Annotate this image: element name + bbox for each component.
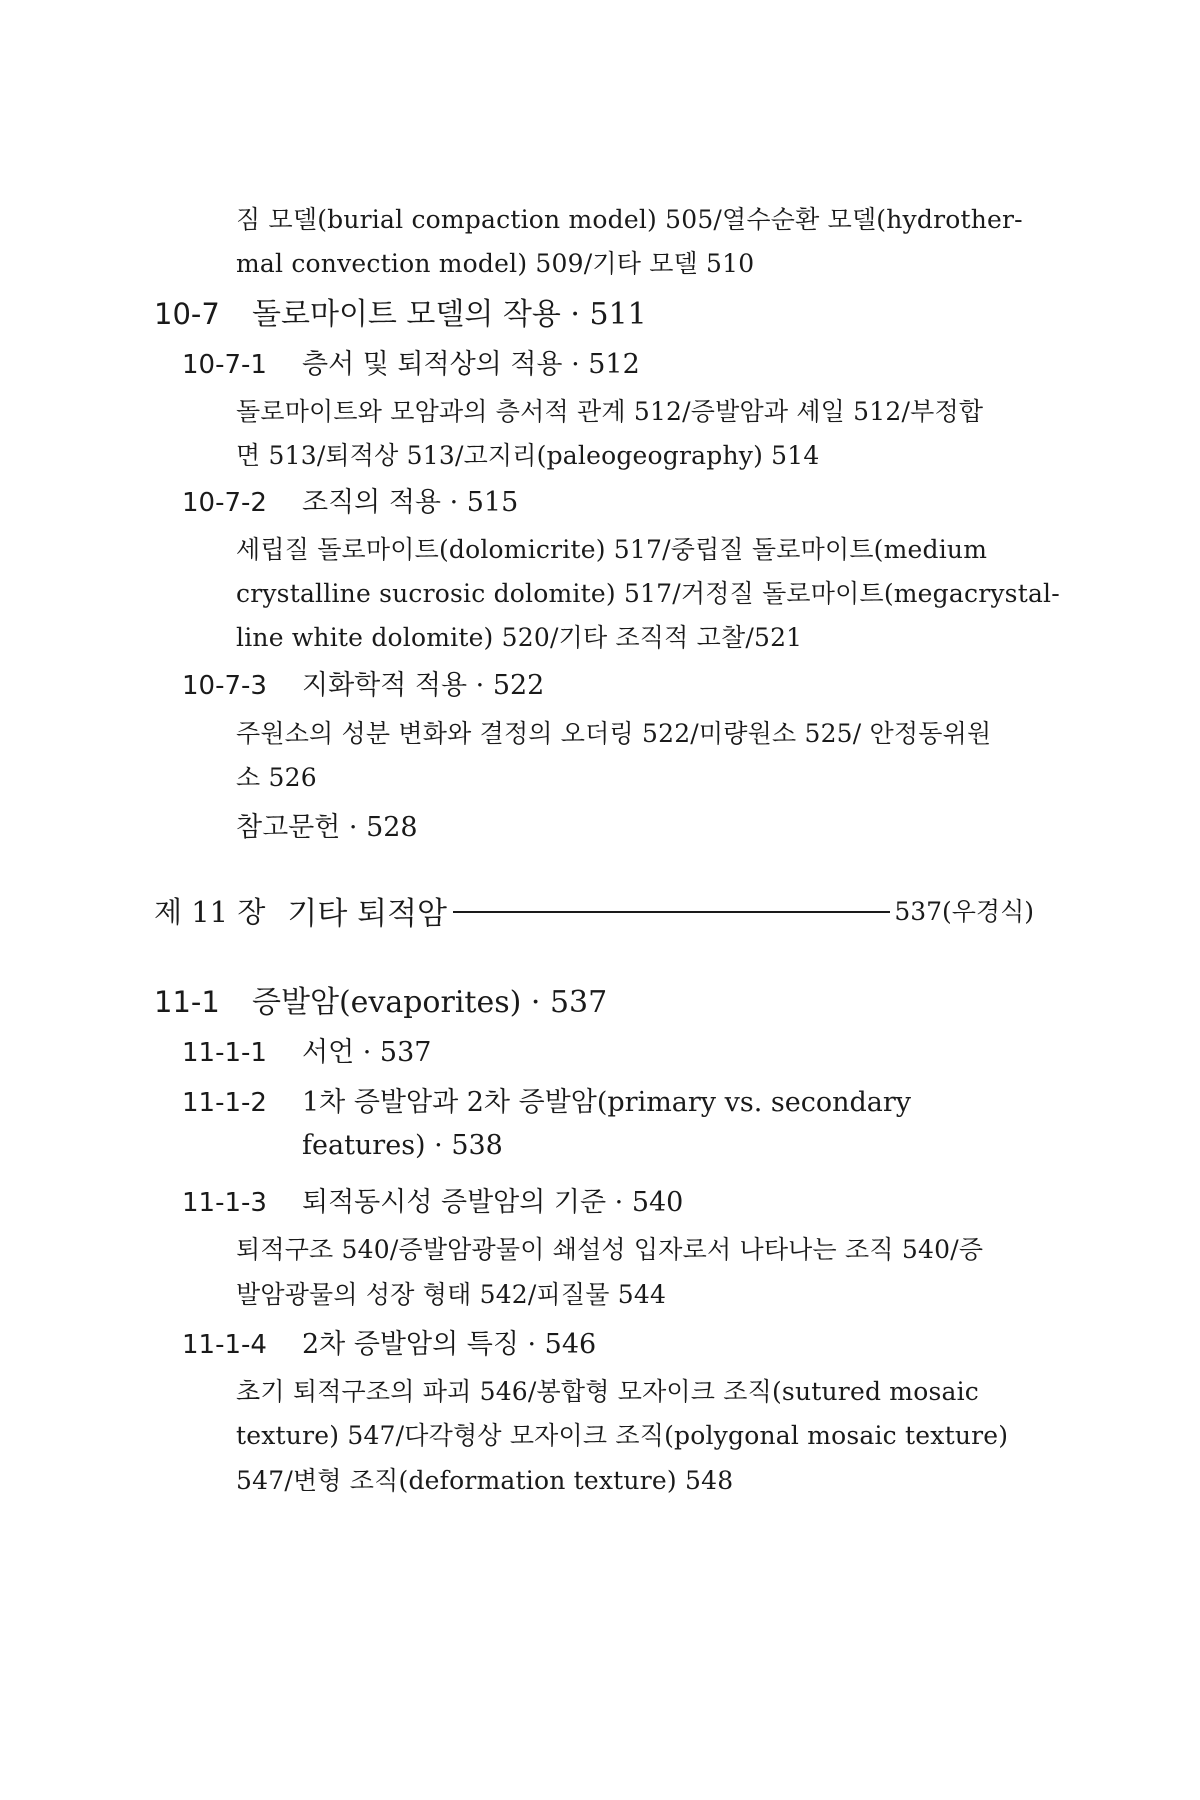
- toc-subsection-11-1-4[interactable]: [182, 1322, 596, 1361]
- subsection-title: 층서 및 퇴적상의 적용 · 512: [302, 349, 640, 380]
- subsection-number: 11-1-1: [182, 1038, 267, 1068]
- chapter-title: 기타 퇴적암: [287, 895, 447, 932]
- subsection-title: 2차 증발암의 특징 · 546: [302, 1329, 597, 1360]
- subsection-number: 10-7-2: [182, 488, 267, 518]
- toc-references[interactable]: 참고문헌 · 528: [236, 812, 418, 843]
- toc-subsection-11-1-1[interactable]: [182, 1030, 431, 1069]
- subsection-number: 11-1-3: [182, 1188, 267, 1218]
- toc-subsection-10-7-1[interactable]: [182, 342, 640, 381]
- toc-text-line: 돌로마이트와 모암과의 층서적 관계 512/증발암과 셰일 512/부정합: [236, 397, 984, 426]
- subsection-number: 11-1-4: [182, 1330, 267, 1360]
- subsection-title-continued: features) · 538: [302, 1130, 503, 1161]
- section-title: 돌로마이트 모델의 작용 · 511: [252, 297, 647, 332]
- subsection-number: 10-7-3: [182, 671, 267, 701]
- toc-subsection-11-1-2-cont: [182, 1130, 503, 1161]
- toc-text-line: line white dolomite) 520/기타 조직적 고찰/521: [236, 623, 803, 652]
- toc-text-line: 547/변형 조직(deformation texture) 548: [236, 1466, 734, 1495]
- chapter-label: 제 11 장: [154, 894, 266, 929]
- toc-text-line: 주원소의 성분 변화와 결정의 오더링 522/미량원소 525/ 안정동위원: [236, 719, 992, 748]
- toc-section-11-1[interactable]: [154, 977, 607, 1021]
- section-number: 11-1: [154, 985, 220, 1019]
- toc-subsection-11-1-2[interactable]: [182, 1080, 911, 1119]
- toc-subsection-10-7-2[interactable]: [182, 480, 518, 519]
- toc-text-line: crystalline sucrosic dolomite) 517/거정질 돌로마이트(megacrystal-: [236, 579, 1060, 608]
- subsection-number: 11-1-2: [182, 1088, 267, 1118]
- toc-text-line: mal convection model) 509/기타 모델 510: [236, 249, 755, 278]
- toc-subsection-11-1-3[interactable]: [182, 1180, 683, 1219]
- leader-rule: [453, 911, 890, 913]
- section-number: 10-7: [154, 297, 220, 331]
- toc-subsection-10-7-3[interactable]: [182, 663, 544, 702]
- toc-text-line: 발암광물의 성장 형태 542/피질물 544: [236, 1280, 667, 1309]
- toc-text-line: 소 526: [236, 763, 317, 792]
- toc-section-10-7[interactable]: [154, 289, 647, 333]
- toc-text-line: 짐 모델(burial compaction model) 505/열수순환 모델(hydrother-: [236, 205, 1023, 234]
- subsection-title: 서언 · 537: [302, 1037, 432, 1068]
- subsection-title: 퇴적동시성 증발암의 기준 · 540: [302, 1187, 684, 1218]
- subsection-title: 지화학적 적용 · 522: [302, 670, 545, 701]
- toc-text-line: 퇴적구조 540/증발암광물이 쇄설성 입자로서 나타나는 조직 540/증: [236, 1235, 984, 1264]
- subsection-title: 1차 증발암과 2차 증발암(primary vs. secondary: [302, 1087, 912, 1118]
- toc-text-line: texture) 547/다각형상 모자이크 조직(polygonal mosaic texture): [236, 1421, 1009, 1450]
- subsection-number: 10-7-1: [182, 350, 267, 380]
- toc-text-line: 세립질 돌로마이트(dolomicrite) 517/중립질 돌로마이트(medium: [236, 535, 988, 564]
- toc-text-line: 면 513/퇴적상 513/고지리(paleogeography) 514: [236, 441, 820, 470]
- toc-chapter-11[interactable]: [154, 888, 1034, 932]
- section-title: 증발암(evaporites) · 537: [252, 985, 608, 1020]
- toc-text-line: 초기 퇴적구조의 파괴 546/봉합형 모자이크 조직(sutured mosaic: [236, 1377, 979, 1406]
- chapter-page-author: 537(우경식): [894, 897, 1034, 926]
- subsection-title: 조직의 적용 · 515: [302, 487, 519, 518]
